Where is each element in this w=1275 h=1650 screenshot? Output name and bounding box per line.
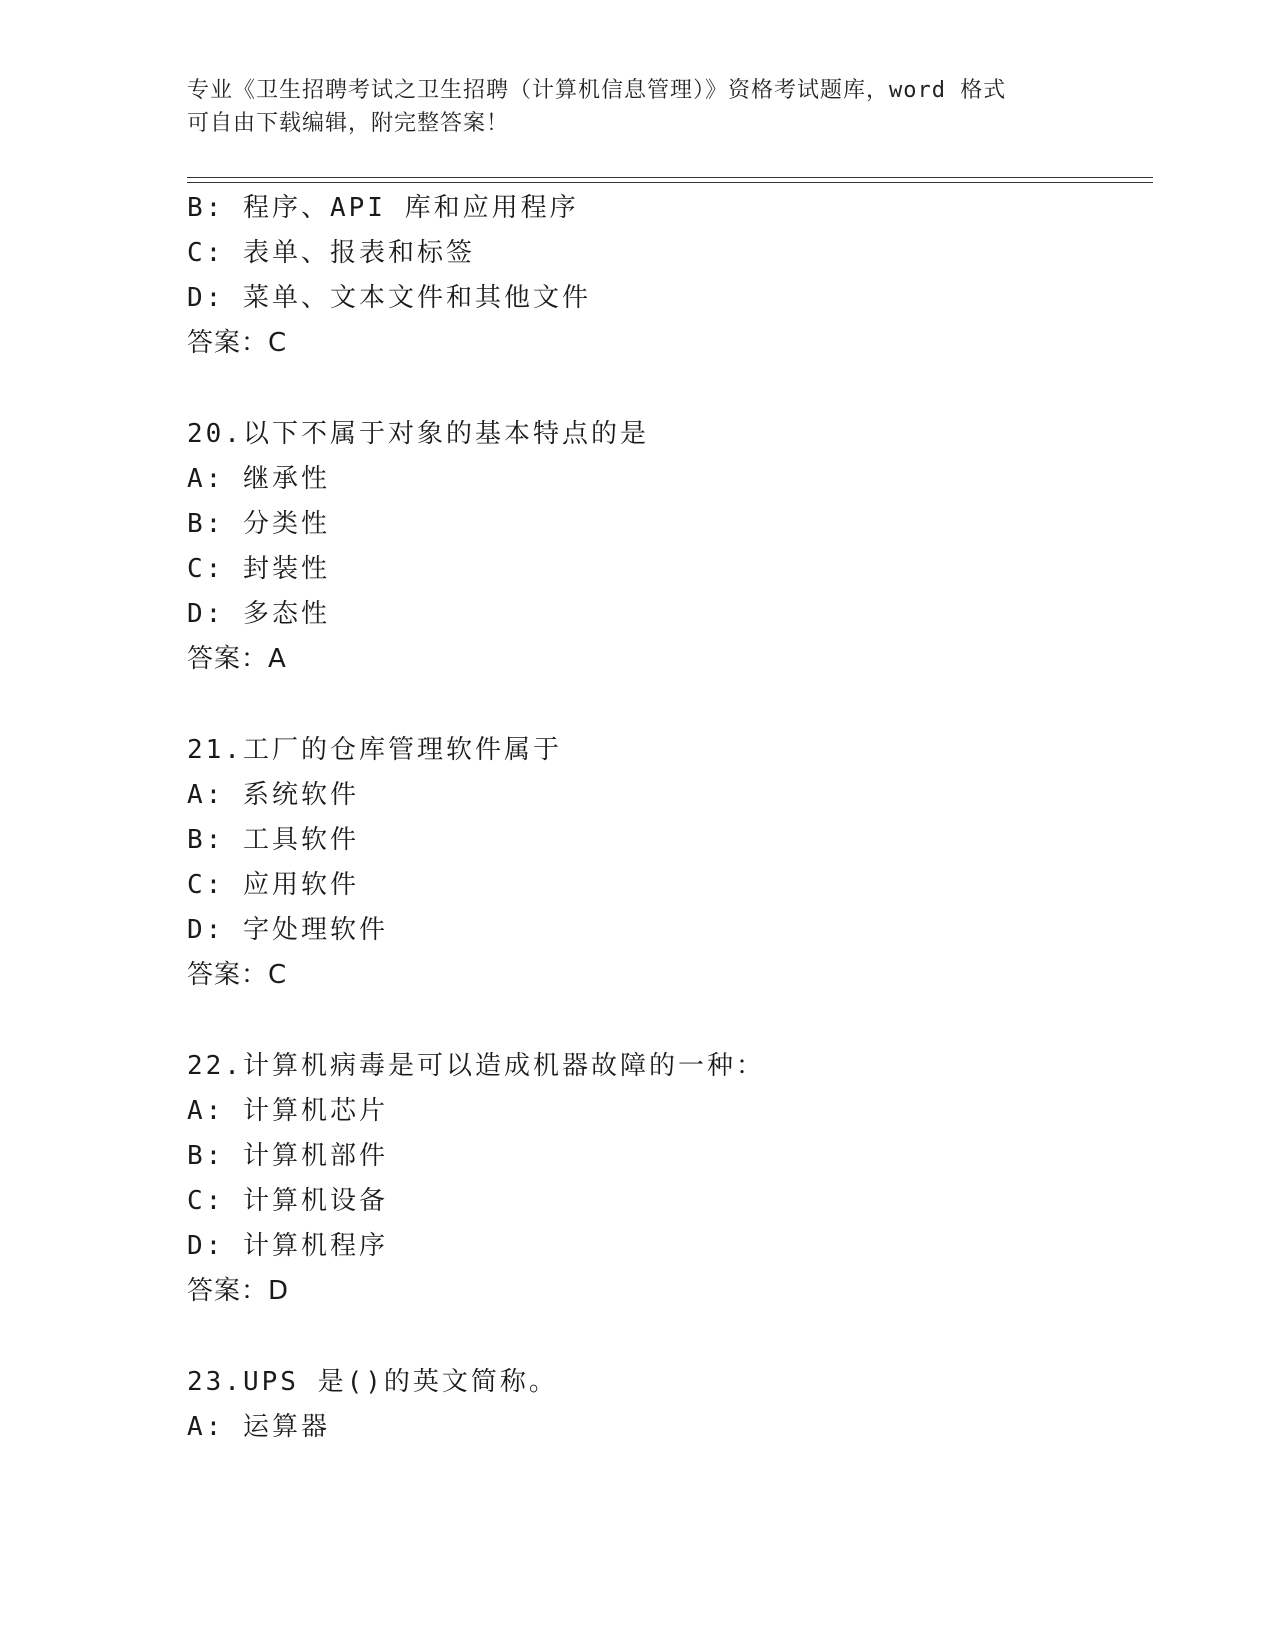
q21-option-b: B: 工具软件	[187, 825, 359, 855]
q20-question: 20.以下不属于对象的基本特点的是	[187, 419, 649, 449]
q21-question: 21.工厂的仓库管理软件属于	[187, 735, 562, 765]
q22-option-c: C: 计算机设备	[187, 1186, 388, 1216]
q22-question: 22.计算机病毒是可以造成机器故障的一种：	[187, 1051, 765, 1081]
q21-option-a: A: 系统软件	[187, 780, 359, 810]
document-header	[187, 74, 1087, 140]
header-line-1: 专业《卫生招聘考试之卫生招聘（计算机信息管理）》资格考试题库，word 格式	[187, 78, 1007, 103]
q19-option-b: B: 程序、API 库和应用程序	[187, 193, 579, 223]
q21-option-d: D: 字处理软件	[187, 915, 388, 945]
header-divider-bottom	[187, 182, 1153, 183]
q21-option-c: C: 应用软件	[187, 870, 359, 900]
q19-answer: 答案：C	[187, 328, 288, 358]
q19-option-d: D: 菜单、文本文件和其他文件	[187, 283, 591, 313]
q20-option-b: B: 分类性	[187, 509, 330, 539]
header-divider-top	[187, 177, 1153, 178]
q23-option-a: A: 运算器	[187, 1412, 330, 1442]
q20-option-c: C: 封装性	[187, 554, 330, 584]
q19-option-c: C: 表单、报表和标签	[187, 238, 475, 268]
q21-answer: 答案：C	[187, 960, 288, 990]
q20-answer: 答案：A	[187, 644, 287, 674]
q22-option-a: A: 计算机芯片	[187, 1096, 388, 1126]
q22-answer: 答案：D	[187, 1276, 290, 1306]
q22-option-d: D: 计算机程序	[187, 1231, 388, 1261]
q20-option-a: A: 继承性	[187, 464, 330, 494]
q22-option-b: B: 计算机部件	[187, 1141, 388, 1171]
q23-question: 23.UPS 是()的英文简称。	[187, 1367, 558, 1397]
header-line-2: 可自由下载编辑，附完整答案！	[187, 111, 510, 136]
q20-option-d: D: 多态性	[187, 599, 330, 629]
